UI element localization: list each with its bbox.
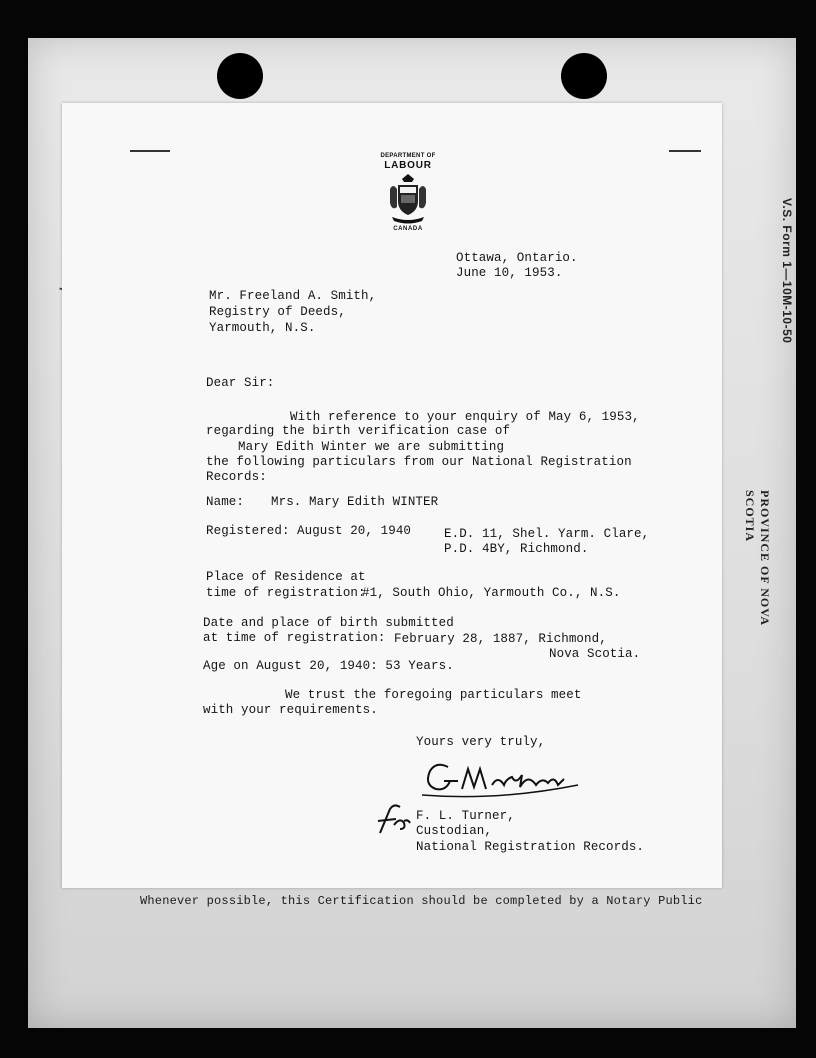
recipient-line: Yarmouth, N.S.	[209, 321, 316, 335]
registered-label: Registered:	[206, 524, 290, 538]
residence-label: time of registration:	[206, 586, 366, 600]
body-line: regarding the birth verification case of	[206, 424, 511, 438]
birth-label: Date and place of birth submitted	[203, 616, 454, 630]
salutation: Dear Sir:	[206, 376, 275, 390]
form-number-label: V.S. Form 1—10M-10-50	[780, 198, 794, 344]
notary-notice: Whenever possible, this Certification should be completed by a Notary Public	[140, 894, 703, 908]
letterhead-country: CANADA	[393, 226, 423, 232]
registered-district: P.D. 4BY, Richmond.	[444, 542, 589, 556]
recipient-line: Mr. Freeland A. Smith,	[209, 289, 377, 303]
name-value: Mrs. Mary Edith WINTER	[271, 495, 439, 509]
body-line: With reference to your enquiry of May 6, 1953,	[290, 410, 640, 424]
body-line: Mary Edith Winter we are submitting	[238, 440, 505, 454]
signatory-line: Custodian,	[416, 824, 493, 838]
registered-district: E.D. 11, Shel. Yarm. Clare,	[444, 527, 650, 541]
closing-line: with your requirements.	[203, 703, 378, 717]
birth-value: February 28, 1887, Richmond,	[394, 632, 607, 646]
recipient-line: Registry of Deeds,	[209, 305, 346, 319]
signatory-line: F. L. Turner,	[416, 809, 515, 823]
signature	[418, 755, 588, 803]
punch-hole-right	[561, 53, 607, 99]
fold-mark-left	[130, 150, 170, 152]
registered-date: August 20, 1940	[297, 524, 412, 538]
per-procurationem-mark	[374, 803, 412, 837]
body-line: the following particulars from our National Registration	[206, 455, 632, 469]
birth-value: Nova Scotia.	[549, 647, 641, 661]
government-letter	[62, 103, 722, 888]
signatory-line: National Registration Records.	[416, 840, 645, 854]
name-label: Name:	[206, 495, 245, 509]
residence-label: Place of Residence at	[206, 570, 366, 584]
letterhead	[368, 153, 448, 232]
punch-hole-left	[217, 53, 263, 99]
fold-mark-right	[669, 150, 701, 152]
age-line: Age on August 20, 1940: 53 Years.	[203, 659, 454, 673]
closing-line: We trust the foregoing particulars meet	[285, 688, 582, 702]
letter-date: June 10, 1953.	[456, 266, 563, 280]
letterhead-department: DEPARTMENT OF	[380, 153, 436, 159]
valediction: Yours very truly,	[416, 735, 546, 749]
letter-place: Ottawa, Ontario.	[456, 251, 578, 265]
birth-label: at time of registration:	[203, 631, 386, 645]
body-line: Records:	[206, 470, 267, 484]
province-label: PROVINCE OF NOVA SCOTIA	[743, 490, 772, 626]
coat-of-arms-icon	[387, 173, 429, 225]
residence-value: #1, South Ohio, Yarmouth Co., N.S.	[362, 586, 621, 600]
letterhead-ministry: LABOUR	[384, 160, 432, 171]
